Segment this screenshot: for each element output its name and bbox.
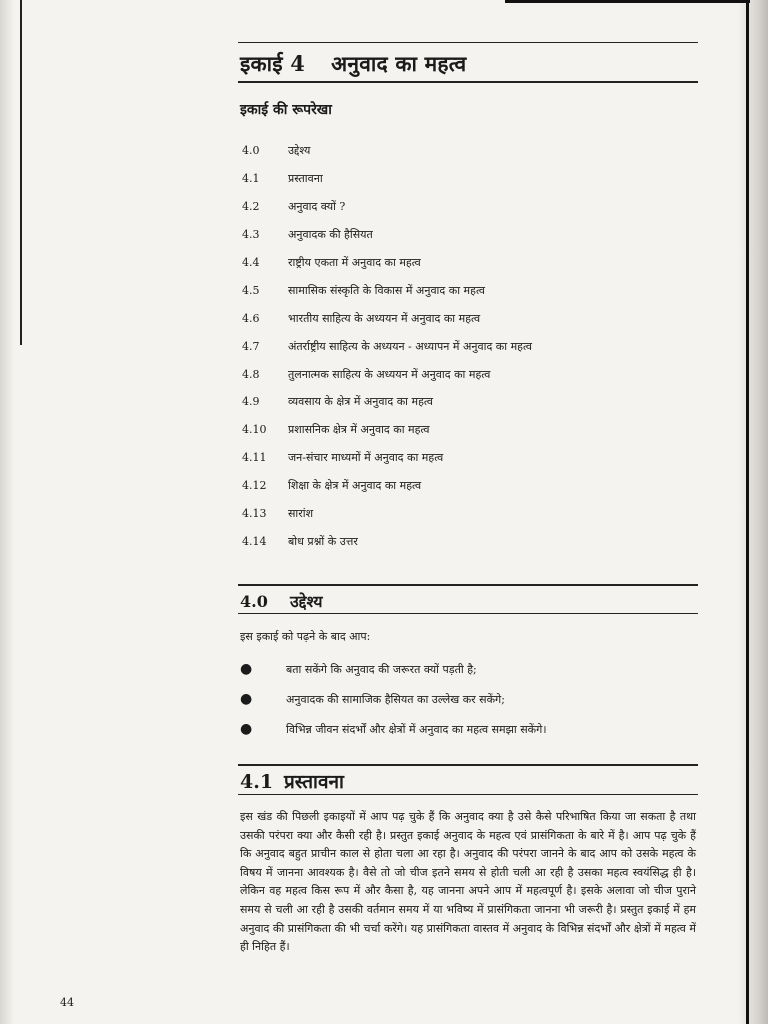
outline-item-number: 4.14 (242, 534, 267, 548)
section-40-heading (240, 590, 323, 612)
outline-item-text: उद्देश्य (288, 144, 311, 158)
page-edge-line (746, 0, 749, 1024)
section-40-rule-bottom (238, 613, 698, 614)
outline-item (242, 304, 682, 332)
unit-title (240, 50, 466, 78)
section-41-rule-top (238, 764, 698, 766)
objective-text: अनुवादक की सामाजिक हैसियत का उल्लेख कर सकेंगे; (286, 692, 505, 706)
outline-item-number: 4.7 (242, 339, 260, 353)
objective-item (240, 684, 690, 714)
outline-item-number: 4.11 (242, 451, 267, 465)
outline-item-text: अंतर्राष्ट्रीय साहित्य के अध्ययन - अध्यापन में अनुवाद का महत्व (288, 339, 533, 353)
outline-item-text: अनुवाद क्यों ? (288, 200, 346, 214)
objective-item (240, 714, 690, 744)
outline-item (242, 193, 682, 221)
section-41-rule-bottom (238, 794, 698, 795)
outline-item-number: 4.8 (242, 367, 260, 381)
bullet-icon: ● (240, 691, 253, 707)
objective-item (240, 654, 690, 684)
outline-item (242, 360, 682, 388)
title-rule-top (238, 42, 698, 43)
scan-left-edge (0, 0, 14, 1024)
outline-item (242, 165, 682, 193)
outline-item (242, 221, 682, 249)
outline-item-number: 4.3 (242, 228, 260, 242)
outline-item-text: भारतीय साहित्य के अध्ययन में अनुवाद का महत्व (288, 311, 481, 325)
outline-item (242, 137, 682, 165)
unit-label: इकाई 4 (240, 51, 306, 76)
outline-item-text: बोध प्रश्नों के उत्तर (288, 534, 358, 548)
outline-item-text: शिक्षा के क्षेत्र में अनुवाद का महत्व (288, 479, 422, 493)
section-40-intro: इस इकाई को पढ़ने के बाद आप: (240, 630, 371, 643)
top-edge-line (505, 0, 750, 3)
bullet-icon: ● (240, 661, 253, 677)
outline-item-text: राष्ट्रीय एकता में अनुवाद का महत्व (288, 256, 421, 269)
outline-list (242, 137, 682, 555)
title-rule-bottom (238, 81, 698, 83)
section-41-paragraph: इस खंड की पिछली इकाइयों में आप पढ़ चुके हैं कि अनुवाद क्या है उसे कैसे परिभाषित किया जा सकता है तथा उसकी परंपरा क्या और कैसी रही है। प्रस्तुत इकाई अनुवाद के महत्व एवं प्रासंगिकता के बारे में है। आप पढ़ चुके हैं कि अनुवाद बहुत प्राचीन काल से होता चला आ रहा है। अनुवाद की परंपरा जानने के बाद आप को उसके महत्व के विषय में जानना आवश्यक है। वैसे तो जो चीज इतने समय से होती चली आ रही है उसका महत्व स्वयंसिद्ध ही है। लेकिन वह महत्व किस रूप में और कैसा है, यह जानना अपने आप में महत्वपूर्ण है। इसके अलावा जो चीज पुराने समय से चली आ रही है उसकी वर्तमान समय में या भविष्य में प्रासंगिकता जानना भी जरूरी है। प्रस्तुत इकाई में हम अनुवाद की प्रासंगिकता की भी चर्चा करेंगे। यह प्रासंगिकता वास्तव में अनुवाद के विभिन्न संदर्भों और क्षेत्रों में महत्व में ही निहित हैं। (240, 810, 696, 954)
outline-item (242, 249, 682, 277)
outline-item (242, 276, 682, 304)
outline-item-text: व्यवसाय के क्षेत्र में अनुवाद का महत्व (288, 395, 433, 409)
binding-margin-line (20, 0, 22, 345)
bullet-icon: ● (240, 721, 253, 737)
section-41-number: 4.1 (240, 771, 274, 793)
objectives-list (240, 654, 690, 744)
outline-item-number: 4.9 (242, 395, 260, 409)
unit-title-text: अनुवाद का महत्व (331, 51, 467, 76)
objective-text: विभिन्न जीवन संदर्भों और क्षेत्रों में अनुवाद का महत्व समझा सकेंगे। (286, 722, 547, 736)
outline-item-number: 4.6 (242, 311, 260, 325)
outline-item (242, 332, 682, 360)
section-40-rule-top (238, 584, 698, 586)
outline-item-text: अनुवादक की हैसियत (288, 228, 373, 242)
outline-item-number: 4.1 (242, 172, 260, 186)
outline-item-number: 4.10 (242, 423, 267, 437)
outline-item-number: 4.4 (242, 256, 260, 269)
outline-item-text: प्रशासनिक क्षेत्र में अनुवाद का महत्व (288, 423, 430, 437)
outline-item-text: सारांश (288, 507, 314, 521)
outline-heading: इकाई की रूपरेखा (240, 102, 332, 118)
outline-item-text: प्रस्तावना (288, 172, 323, 186)
outline-item-number: 4.5 (242, 283, 260, 297)
objective-text: बता सकेंगे कि अनुवाद की जरूरत क्यों पड़ती है; (286, 662, 477, 676)
outline-item (242, 388, 682, 416)
section-40-title: उद्देश्य (290, 592, 323, 611)
outline-item (242, 416, 682, 444)
outline-item (242, 444, 682, 472)
section-40-number: 4.0 (240, 592, 268, 611)
outline-item-number: 4.0 (242, 144, 260, 158)
scan-right-edge (738, 0, 768, 1024)
outline-item-number: 4.2 (242, 200, 260, 214)
outline-item-text: सामासिक संस्कृति के विकास में अनुवाद का महत्व (288, 283, 485, 297)
section-41-title: प्रस्तावना (284, 771, 344, 793)
outline-item-number: 4.13 (242, 507, 267, 521)
outline-item (242, 500, 682, 528)
outline-item-text: जन-संचार माध्यमों में अनुवाद का महत्व (288, 451, 444, 465)
outline-item (242, 472, 682, 500)
section-41-heading (240, 768, 344, 794)
outline-item-text: तुलनात्मक साहित्य के अध्ययन में अनुवाद का महत्व (288, 367, 491, 381)
outline-item-number: 4.12 (242, 479, 267, 493)
outline-item (242, 527, 682, 555)
page-number: 44 (60, 996, 74, 1009)
